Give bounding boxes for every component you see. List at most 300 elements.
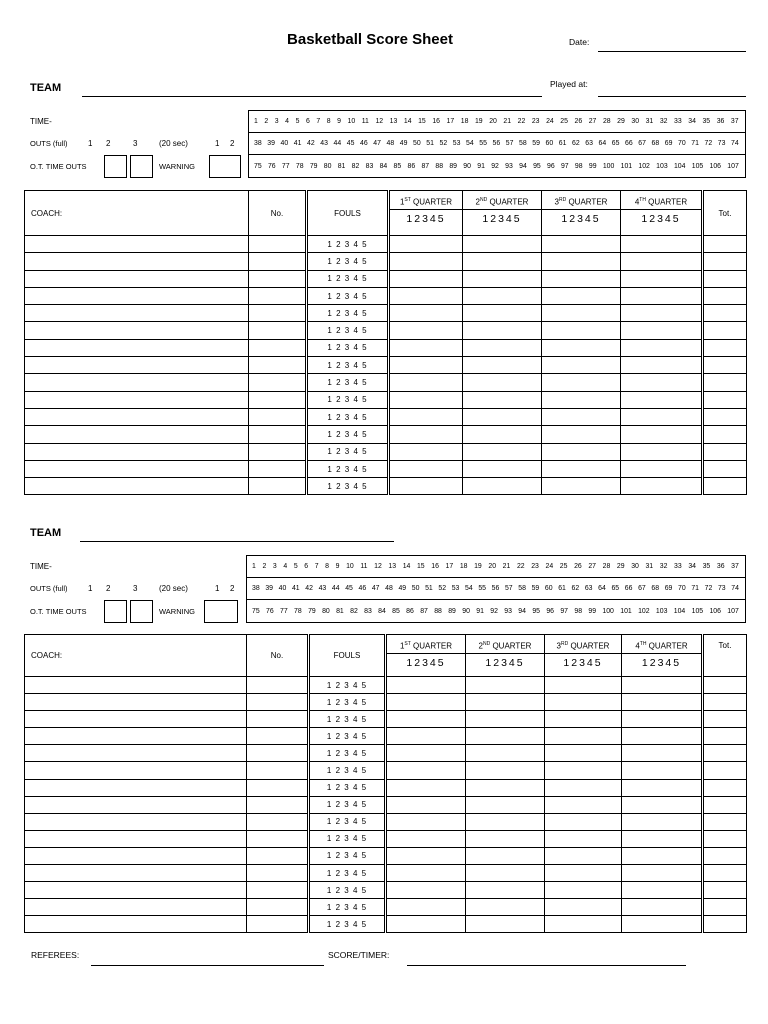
quarter-score-cell[interactable]	[621, 478, 703, 495]
time-number[interactable]: 75	[254, 162, 262, 170]
time-number[interactable]: 32	[659, 563, 668, 570]
outs-full-number[interactable]: 2	[106, 139, 111, 148]
player-number-cell[interactable]	[249, 374, 307, 391]
player-name-cell[interactable]	[25, 305, 249, 322]
time-number[interactable]: 32	[659, 118, 668, 125]
quarter-score-cell[interactable]	[622, 813, 703, 830]
time-number[interactable]: 96	[547, 162, 555, 170]
time-number[interactable]: 39	[267, 140, 275, 147]
time-number[interactable]: 20	[489, 118, 497, 125]
quarter-score-cell[interactable]	[463, 253, 542, 270]
player-fouls-cell[interactable]	[309, 677, 386, 694]
time-number[interactable]: 23	[531, 118, 540, 125]
player-fouls-cell[interactable]	[307, 305, 389, 322]
time-number[interactable]: 79	[308, 607, 316, 615]
player-number-cell[interactable]	[249, 478, 307, 495]
quarter-score-cell[interactable]	[466, 830, 545, 847]
player-number-cell[interactable]	[247, 899, 309, 916]
time-number[interactable]: 2	[262, 563, 267, 570]
time-number[interactable]: 33	[674, 563, 682, 570]
time-number[interactable]: 6	[304, 563, 309, 570]
quarter-score-cell[interactable]	[466, 677, 545, 694]
time-number[interactable]: 94	[518, 607, 526, 615]
player-fouls-cell[interactable]	[307, 357, 389, 374]
total-score-cell[interactable]	[703, 830, 747, 847]
time-number[interactable]: 91	[477, 162, 485, 170]
time-number[interactable]: 50	[411, 585, 420, 592]
time-number[interactable]: 5	[293, 563, 298, 570]
time-number[interactable]: 62	[571, 585, 580, 592]
total-score-cell[interactable]	[703, 762, 747, 779]
warning-box[interactable]	[209, 155, 241, 178]
time-number[interactable]: 4	[283, 563, 288, 570]
time-number[interactable]: 9	[337, 118, 341, 125]
time-number[interactable]: 57	[504, 585, 513, 592]
quarter-team-fouls[interactable]: 12345	[563, 657, 603, 669]
player-fouls-cell[interactable]	[309, 779, 386, 796]
time-number[interactable]: 3	[272, 563, 277, 570]
quarter-score-cell[interactable]	[466, 745, 545, 762]
player-name-cell[interactable]	[25, 287, 249, 304]
quarter-score-cell[interactable]	[545, 847, 622, 864]
quarter-score-cell[interactable]	[463, 374, 542, 391]
quarter-score-cell[interactable]	[386, 882, 466, 899]
quarter-score-cell[interactable]	[545, 796, 622, 813]
time-number[interactable]: 15	[416, 563, 425, 570]
quarter-score-cell[interactable]	[466, 694, 545, 711]
time-number[interactable]: 88	[435, 162, 444, 170]
time-number[interactable]: 45	[345, 585, 353, 592]
quarter-score-cell[interactable]	[622, 745, 703, 762]
quarter-score-cell[interactable]	[545, 711, 622, 728]
time-number[interactable]: 76	[267, 162, 276, 170]
time-number[interactable]: 22	[517, 118, 526, 125]
player-number-cell[interactable]	[247, 762, 309, 779]
player-name-cell[interactable]	[25, 711, 247, 728]
time-number[interactable]: 63	[584, 585, 593, 592]
player-number-cell[interactable]	[249, 322, 307, 339]
time-number[interactable]: 87	[421, 162, 430, 170]
player-name-cell[interactable]	[25, 391, 249, 408]
player-number-cell[interactable]	[247, 796, 309, 813]
time-number[interactable]: 1	[252, 563, 256, 570]
player-fouls-cell[interactable]	[309, 728, 386, 745]
quarter-score-cell[interactable]	[466, 865, 545, 882]
time-number[interactable]: 73	[717, 585, 726, 592]
quarter-score-cell[interactable]	[466, 882, 545, 899]
player-name-cell[interactable]	[25, 270, 249, 287]
total-score-cell[interactable]	[703, 253, 747, 270]
time-number[interactable]: 34	[688, 563, 696, 570]
quarter-team-fouls[interactable]: 12345	[406, 213, 446, 225]
player-name-cell[interactable]	[25, 443, 249, 460]
time-number[interactable]: 38	[252, 585, 260, 592]
player-number-cell[interactable]	[249, 305, 307, 322]
team-name-field[interactable]	[80, 541, 394, 542]
player-name-cell[interactable]	[25, 408, 249, 425]
time-number[interactable]: 71	[691, 140, 699, 147]
time-number[interactable]: 39	[265, 585, 273, 592]
time-number[interactable]: 100	[602, 162, 615, 170]
quarter-score-cell[interactable]	[386, 745, 466, 762]
time-number[interactable]: 77	[280, 607, 288, 615]
quarter-score-cell[interactable]	[542, 374, 621, 391]
quarter-score-cell[interactable]	[466, 711, 545, 728]
time-number[interactable]: 5	[295, 118, 300, 125]
time-number[interactable]: 84	[378, 607, 386, 615]
ot-timeout-box[interactable]	[104, 600, 127, 623]
time-number[interactable]: 40	[278, 585, 287, 592]
time-number[interactable]: 36	[716, 563, 725, 570]
quarter-score-cell[interactable]	[545, 865, 622, 882]
time-number[interactable]: 2	[264, 118, 269, 125]
time-number[interactable]: 69	[664, 585, 673, 592]
quarter-score-cell[interactable]	[466, 916, 545, 933]
time-number[interactable]: 94	[519, 162, 527, 170]
time-number[interactable]: 59	[531, 585, 540, 592]
quarter-score-cell[interactable]	[542, 391, 621, 408]
time-number[interactable]: 8	[326, 118, 331, 125]
quarter-score-cell[interactable]	[386, 830, 466, 847]
time-number[interactable]: 37	[730, 118, 739, 125]
quarter-score-cell[interactable]	[386, 711, 466, 728]
total-score-cell[interactable]	[703, 779, 747, 796]
time-number[interactable]: 35	[702, 118, 711, 125]
player-fouls-cell[interactable]	[307, 391, 389, 408]
total-score-cell[interactable]	[703, 287, 747, 304]
time-number[interactable]: 53	[451, 585, 460, 592]
total-score-cell[interactable]	[703, 916, 747, 933]
quarter-score-cell[interactable]	[542, 408, 621, 425]
player-number-cell[interactable]	[247, 728, 309, 745]
quarter-score-cell[interactable]	[542, 322, 621, 339]
total-score-cell[interactable]	[703, 322, 747, 339]
quarter-score-cell[interactable]	[622, 762, 703, 779]
time-number[interactable]: 13	[388, 563, 397, 570]
time-number[interactable]: 24	[545, 563, 554, 570]
quarter-score-cell[interactable]	[389, 478, 463, 495]
time-number[interactable]: 97	[560, 607, 569, 615]
time-number[interactable]: 7	[314, 563, 319, 570]
time-number[interactable]: 41	[291, 585, 300, 592]
twenty-sec-number[interactable]: 2	[230, 584, 235, 593]
total-score-cell[interactable]	[703, 305, 747, 322]
time-number[interactable]: 104	[673, 162, 686, 170]
time-number[interactable]: 83	[365, 162, 374, 170]
time-number[interactable]: 99	[588, 162, 597, 170]
outs-full-number[interactable]: 1	[88, 139, 93, 148]
total-score-cell[interactable]	[703, 728, 747, 745]
quarter-score-cell[interactable]	[621, 270, 703, 287]
time-number[interactable]: 43	[318, 585, 327, 592]
time-number[interactable]: 101	[620, 607, 632, 615]
time-number[interactable]: 62	[572, 140, 580, 147]
player-name-cell[interactable]	[25, 374, 249, 391]
time-number[interactable]: 26	[574, 563, 582, 570]
time-number[interactable]: 72	[704, 585, 713, 592]
total-score-cell[interactable]	[703, 694, 747, 711]
player-fouls-cell[interactable]	[307, 236, 389, 253]
player-fouls-cell[interactable]	[309, 916, 386, 933]
quarter-score-cell[interactable]	[389, 305, 463, 322]
time-number[interactable]: 48	[386, 140, 395, 147]
time-number[interactable]: 12	[375, 118, 384, 125]
time-number[interactable]: 3	[274, 118, 279, 125]
player-name-cell[interactable]	[25, 899, 247, 916]
quarter-score-cell[interactable]	[463, 236, 542, 253]
time-number[interactable]: 16	[431, 563, 439, 570]
player-number-cell[interactable]	[247, 916, 309, 933]
time-number[interactable]: 47	[373, 140, 381, 147]
player-fouls-cell[interactable]	[307, 426, 389, 443]
time-number[interactable]: 25	[559, 563, 568, 570]
quarter-score-cell[interactable]	[542, 236, 621, 253]
player-fouls-cell[interactable]	[307, 339, 389, 356]
player-number-cell[interactable]	[249, 426, 307, 443]
time-number[interactable]: 11	[361, 118, 369, 125]
time-number[interactable]: 102	[638, 162, 650, 170]
time-number[interactable]: 56	[492, 140, 501, 147]
time-number[interactable]: 17	[445, 563, 454, 570]
quarter-score-cell[interactable]	[386, 694, 466, 711]
time-number[interactable]: 4	[285, 118, 290, 125]
time-number[interactable]: 9	[335, 563, 340, 570]
time-number[interactable]: 41	[293, 140, 302, 147]
time-number[interactable]: 100	[602, 607, 614, 615]
quarter-team-fouls[interactable]: 12345	[641, 213, 681, 225]
total-score-cell[interactable]	[703, 339, 747, 356]
time-number[interactable]: 50	[413, 140, 421, 147]
quarter-score-cell[interactable]	[386, 677, 466, 694]
quarter-score-cell[interactable]	[386, 899, 466, 916]
time-number[interactable]: 88	[434, 607, 442, 615]
time-number[interactable]: 47	[371, 585, 380, 592]
quarter-score-cell[interactable]	[389, 426, 463, 443]
player-name-cell[interactable]	[25, 478, 249, 495]
quarter-score-cell[interactable]	[545, 813, 622, 830]
quarter-score-cell[interactable]	[389, 253, 463, 270]
score-timer-field[interactable]	[407, 965, 686, 966]
player-fouls-cell[interactable]	[309, 847, 386, 864]
time-number[interactable]: 30	[631, 118, 640, 125]
time-number[interactable]: 58	[518, 585, 526, 592]
time-number[interactable]: 81	[336, 607, 344, 615]
twenty-sec-number[interactable]: 1	[215, 139, 220, 148]
player-name-cell[interactable]	[25, 339, 249, 356]
player-fouls-cell[interactable]	[307, 460, 389, 477]
time-number[interactable]: 19	[474, 118, 483, 125]
time-number[interactable]: 87	[420, 607, 428, 615]
total-score-cell[interactable]	[703, 408, 747, 425]
player-fouls-cell[interactable]	[307, 270, 389, 287]
quarter-score-cell[interactable]	[466, 813, 545, 830]
quarter-score-cell[interactable]	[389, 287, 463, 304]
quarter-team-fouls[interactable]: 12345	[561, 213, 601, 225]
time-number[interactable]: 60	[545, 140, 554, 147]
total-score-cell[interactable]	[703, 847, 747, 864]
time-number[interactable]: 35	[702, 563, 711, 570]
time-number[interactable]: 52	[438, 585, 447, 592]
time-number[interactable]: 6	[305, 118, 310, 125]
time-number[interactable]: 70	[678, 140, 686, 147]
time-number[interactable]: 29	[616, 563, 625, 570]
time-number[interactable]: 80	[322, 607, 330, 615]
quarter-score-cell[interactable]	[466, 899, 545, 916]
time-number[interactable]: 85	[392, 607, 400, 615]
quarter-score-cell[interactable]	[542, 357, 621, 374]
time-number[interactable]: 22	[516, 563, 525, 570]
quarter-score-cell[interactable]	[386, 728, 466, 745]
time-number[interactable]: 18	[459, 563, 468, 570]
player-name-cell[interactable]	[25, 882, 247, 899]
quarter-score-cell[interactable]	[545, 899, 622, 916]
quarter-score-cell[interactable]	[389, 374, 463, 391]
quarter-score-cell[interactable]	[622, 882, 703, 899]
player-name-cell[interactable]	[25, 322, 249, 339]
time-number[interactable]: 70	[678, 585, 686, 592]
time-number[interactable]: 78	[295, 162, 304, 170]
player-number-cell[interactable]	[247, 830, 309, 847]
player-number-cell[interactable]	[249, 339, 307, 356]
time-number[interactable]: 86	[406, 607, 414, 615]
player-name-cell[interactable]	[25, 745, 247, 762]
date-field[interactable]	[598, 51, 746, 52]
quarter-score-cell[interactable]	[389, 357, 463, 374]
time-number[interactable]: 96	[546, 607, 554, 615]
time-number[interactable]: 53	[452, 140, 461, 147]
player-number-cell[interactable]	[247, 677, 309, 694]
time-number[interactable]: 65	[611, 140, 620, 147]
quarter-score-cell[interactable]	[386, 847, 466, 864]
player-number-cell[interactable]	[249, 357, 307, 374]
quarter-team-fouls[interactable]: 12345	[406, 657, 446, 669]
player-fouls-cell[interactable]	[309, 899, 386, 916]
quarter-score-cell[interactable]	[622, 694, 703, 711]
quarter-score-cell[interactable]	[463, 391, 542, 408]
quarter-score-cell[interactable]	[386, 779, 466, 796]
time-number[interactable]: 64	[598, 585, 606, 592]
time-number[interactable]: 98	[574, 607, 583, 615]
time-number[interactable]: 21	[502, 563, 511, 570]
time-number[interactable]: 103	[656, 162, 668, 170]
quarter-score-cell[interactable]	[542, 443, 621, 460]
player-number-cell[interactable]	[249, 270, 307, 287]
quarter-score-cell[interactable]	[622, 830, 703, 847]
player-number-cell[interactable]	[247, 882, 309, 899]
player-fouls-cell[interactable]	[307, 478, 389, 495]
time-number[interactable]: 38	[254, 140, 262, 147]
player-fouls-cell[interactable]	[309, 882, 386, 899]
time-number[interactable]: 42	[307, 140, 315, 147]
quarter-score-cell[interactable]	[463, 443, 542, 460]
player-name-cell[interactable]	[25, 236, 249, 253]
time-number[interactable]: 1	[254, 118, 258, 125]
time-number[interactable]: 10	[347, 118, 356, 125]
time-number[interactable]: 65	[611, 585, 620, 592]
quarter-score-cell[interactable]	[621, 253, 703, 270]
player-name-cell[interactable]	[25, 830, 247, 847]
quarter-score-cell[interactable]	[466, 728, 545, 745]
time-number[interactable]: 56	[491, 585, 500, 592]
time-number[interactable]: 20	[488, 563, 497, 570]
time-number[interactable]: 55	[478, 585, 486, 592]
player-number-cell[interactable]	[247, 847, 309, 864]
quarter-score-cell[interactable]	[621, 287, 703, 304]
time-number[interactable]: 23	[531, 563, 539, 570]
outs-full-number[interactable]: 3	[133, 584, 138, 593]
player-fouls-cell[interactable]	[307, 287, 389, 304]
quarter-score-cell[interactable]	[621, 460, 703, 477]
team-name-field[interactable]	[82, 96, 542, 97]
player-name-cell[interactable]	[25, 916, 247, 933]
quarter-team-fouls[interactable]: 12345	[485, 657, 525, 669]
time-number[interactable]: 14	[403, 118, 412, 125]
time-number[interactable]: 49	[399, 140, 408, 147]
time-number[interactable]: 44	[333, 140, 342, 147]
time-number[interactable]: 90	[463, 162, 471, 170]
time-number[interactable]: 18	[460, 118, 469, 125]
quarter-score-cell[interactable]	[621, 426, 703, 443]
quarter-team-fouls[interactable]: 12345	[482, 213, 522, 225]
time-number[interactable]: 46	[360, 140, 368, 147]
player-fouls-cell[interactable]	[309, 813, 386, 830]
quarter-score-cell[interactable]	[545, 779, 622, 796]
quarter-score-cell[interactable]	[545, 830, 622, 847]
time-number[interactable]: 74	[731, 140, 739, 147]
quarter-score-cell[interactable]	[466, 796, 545, 813]
total-score-cell[interactable]	[703, 391, 747, 408]
time-number[interactable]: 61	[558, 140, 567, 147]
quarter-score-cell[interactable]	[389, 443, 463, 460]
player-fouls-cell[interactable]	[307, 253, 389, 270]
time-number[interactable]: 28	[602, 563, 611, 570]
time-number[interactable]: 68	[651, 585, 660, 592]
quarter-score-cell[interactable]	[545, 916, 622, 933]
time-number[interactable]: 105	[691, 162, 704, 170]
time-number[interactable]: 8	[325, 563, 330, 570]
quarter-score-cell[interactable]	[545, 677, 622, 694]
time-number[interactable]: 45	[346, 140, 355, 147]
time-number[interactable]: 64	[598, 140, 607, 147]
player-number-cell[interactable]	[247, 865, 309, 882]
quarter-score-cell[interactable]	[463, 287, 542, 304]
player-fouls-cell[interactable]	[307, 374, 389, 391]
total-score-cell[interactable]	[703, 460, 747, 477]
quarter-score-cell[interactable]	[463, 460, 542, 477]
time-number[interactable]: 59	[532, 140, 540, 147]
quarter-score-cell[interactable]	[545, 728, 622, 745]
time-number[interactable]: 102	[638, 607, 650, 615]
quarter-score-cell[interactable]	[389, 460, 463, 477]
player-name-cell[interactable]	[25, 694, 247, 711]
time-number[interactable]: 12	[374, 563, 382, 570]
time-number[interactable]: 36	[716, 118, 725, 125]
time-number[interactable]: 27	[588, 118, 597, 125]
player-name-cell[interactable]	[25, 865, 247, 882]
time-number[interactable]: 66	[624, 585, 633, 592]
time-number[interactable]: 54	[466, 140, 474, 147]
time-number[interactable]: 67	[638, 140, 646, 147]
time-number[interactable]: 40	[280, 140, 289, 147]
quarter-score-cell[interactable]	[542, 287, 621, 304]
time-number[interactable]: 11	[360, 563, 368, 570]
time-number[interactable]: 107	[727, 607, 739, 615]
time-number[interactable]: 103	[655, 607, 668, 615]
player-number-cell[interactable]	[249, 460, 307, 477]
player-fouls-cell[interactable]	[309, 796, 386, 813]
player-name-cell[interactable]	[25, 426, 249, 443]
quarter-score-cell[interactable]	[622, 728, 703, 745]
